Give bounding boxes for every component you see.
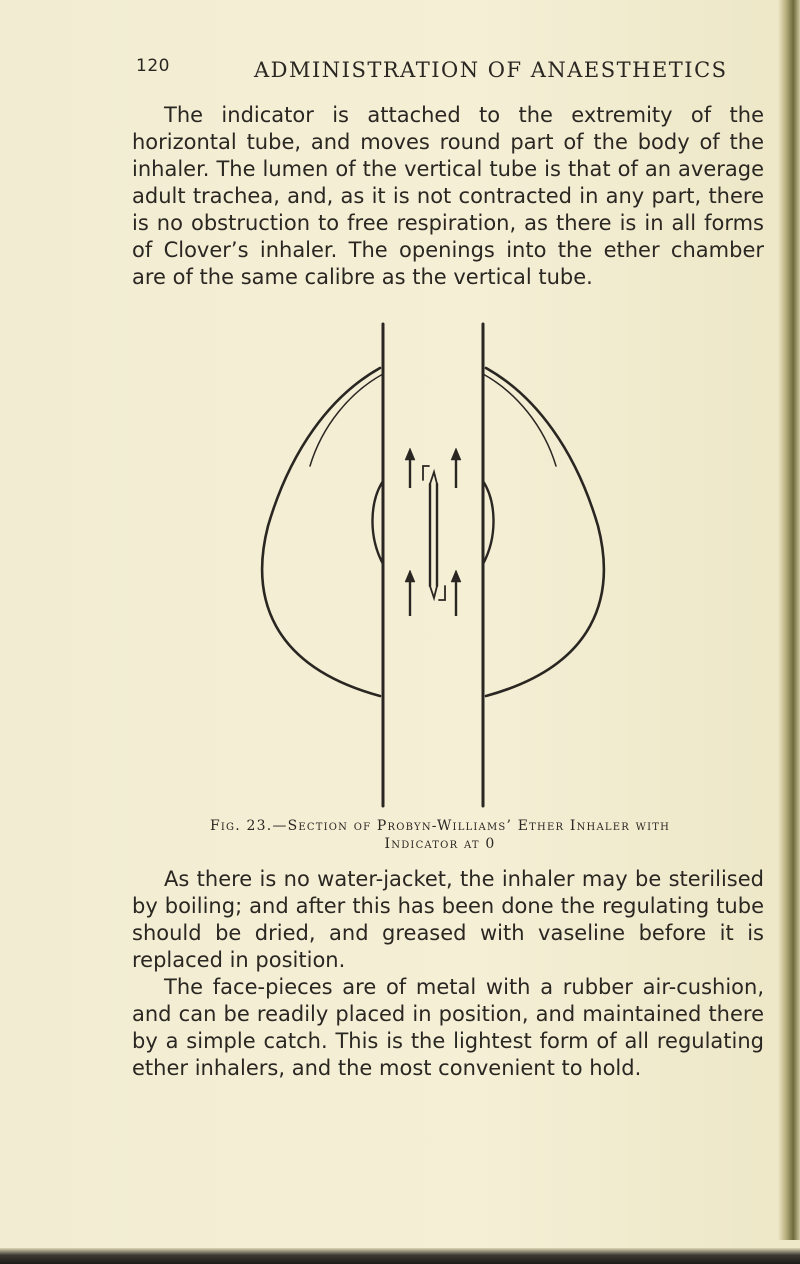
page-edge-shadow <box>778 0 800 1240</box>
right-chamber-outline <box>486 368 604 696</box>
regulating-tube-bottom <box>430 586 437 598</box>
paragraph-face-pieces: The face-pieces are of metal with a rubber air-cushion, and can be readily placed in position, and maintained there by a simple catch. This is the lightest form of all regulating ether inhalers, and the most convenient to hold. <box>132 975 764 1080</box>
caption-line-2: Indicator at 0 <box>384 836 496 852</box>
caption-line-1: Fig. 23.—Section of Probyn-Williams’ Ether Inhaler with <box>209 818 671 834</box>
paragraph-sterilising: As there is no water-jacket, the inhaler may be sterilised by boiling; and after this has been done the regulating tube should be dried, and greased with vaseline before it is replaced in position. <box>132 867 764 972</box>
left-chamber-outline <box>262 368 380 696</box>
left-opening-bulge <box>372 481 383 564</box>
upper-bracket-mark <box>423 466 429 480</box>
running-head: ADMINISTRATION OF ANAESTHETICS <box>254 58 728 82</box>
lower-bracket-mark <box>439 586 445 600</box>
figure-caption <box>180 817 700 853</box>
page-number: 120 <box>136 56 170 76</box>
page-bottom-edge <box>0 1248 800 1264</box>
inhaler-section-diagram <box>230 316 640 816</box>
regulating-tube-top <box>430 472 437 484</box>
right-opening-bulge <box>483 481 494 564</box>
paragraph-indicator: The indicator is attached to the extremity of the horizontal tube, and moves round part of the body of the inhaler. The lumen of the vertical tube is that of an average adult trachea, and, as it is not contracted in any part, there is no obstruction to free respiration, as there is in all forms of Clover’s inhaler. The openings into the ether chamber are of the same calibre as the vertical tube. <box>132 103 764 289</box>
